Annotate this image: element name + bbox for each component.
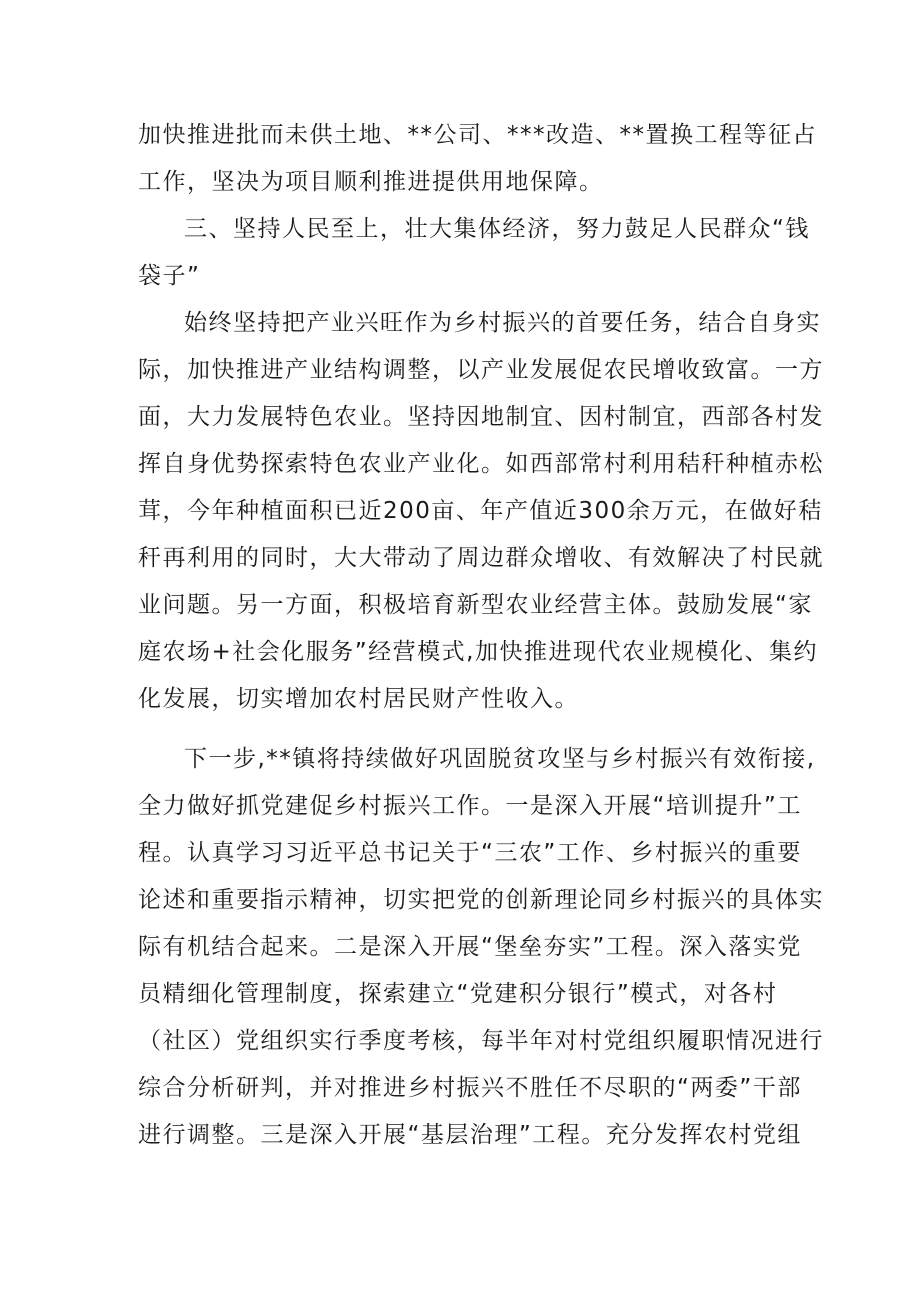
body-text-line: 加快推进批而未供土地、**公司、***改造、**置换工程等征占	[138, 122, 817, 148]
body-text-line: 秆再利用的同时，大大带动了周边群众增收、有效解决了村民就	[138, 545, 824, 571]
body-text-line: 进行调整。三是深入开展“基层治理”工程。充分发挥农村党组	[138, 1122, 802, 1148]
body-text-line: 始终坚持把产业兴旺作为乡村振兴的首要任务，结合自身实	[184, 310, 821, 336]
body-text-line: 庭农场+社会化服务”经营模式,加快推进现代农业规模化、集约	[138, 639, 818, 665]
body-text-line: 工作，坚决为项目顺利推进提供用地保障。	[138, 169, 604, 195]
body-text-line: 论述和重要指示精神，切实把党的创新理论同乡村振兴的具体实	[138, 887, 824, 913]
body-text-line: 茸，今年种植面积已近200亩、年产值近300余万元，在做好秸	[138, 498, 823, 524]
body-text-line: 际有机结合起来。二是深入开展“堡垒夯实”工程。深入落实党	[138, 934, 802, 960]
section-heading-line: 袋子”	[138, 263, 201, 289]
body-text-line: 业问题。另一方面，积极培育新型农业经营主体。鼓励发展“家	[138, 592, 813, 618]
section-heading-line: 三、坚持人民至上，壮大集体经济，努力鼓足人民群众“钱	[184, 216, 810, 242]
body-text-line: 下一步,**镇将持续做好巩固脱贫攻坚与乡村振兴有效衔接,	[184, 746, 816, 772]
body-text-line: 程。认真学习习近平总书记关于“三农”工作、乡村振兴的重要	[138, 840, 802, 866]
body-text-line: （社区）党组织实行季度考核，每半年对村党组织履职情况进行	[138, 1028, 824, 1054]
body-text-line: 化发展，切实增加农村居民财产性收入。	[138, 686, 579, 712]
body-text-line: 挥自身优势探索特色农业产业化。如西部常村利用秸秆种植赤松	[138, 451, 824, 477]
body-text-line: 际，加快推进产业结构调整，以产业发展促农民增收致富。一方	[138, 357, 824, 383]
body-text-line: 面，大力发展特色农业。坚持因地制宜、因村制宜，西部各村发	[138, 404, 824, 430]
body-text-line: 全力做好抓党建促乡村振兴工作。一是深入开展“培训提升”工	[138, 793, 802, 819]
body-text-line: 员精细化管理制度，探索建立“党建积分银行”模式，对各村	[138, 981, 778, 1007]
body-text-line: 综合分析研判，并对推进乡村振兴不胜任不尽职的“两委”干部	[138, 1075, 802, 1101]
